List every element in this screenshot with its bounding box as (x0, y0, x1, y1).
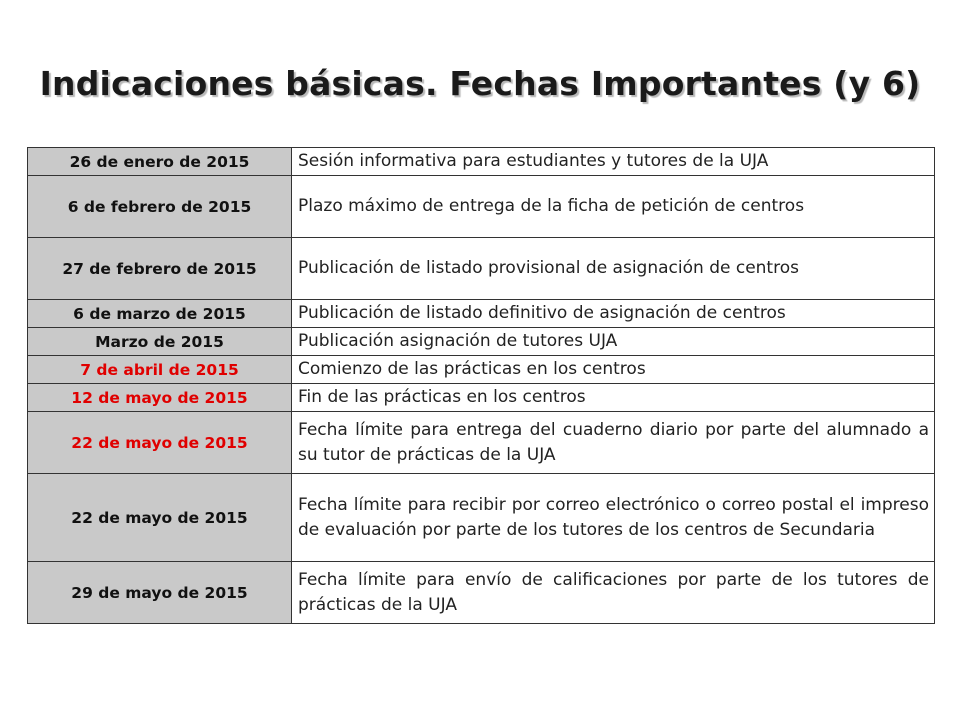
date-cell: 6 de marzo de 2015 (28, 300, 292, 328)
date-cell: Marzo de 2015 (28, 328, 292, 356)
table-row (28, 238, 935, 300)
description-cell: Sesión informativa para estudiantes y tutores de la UJA (292, 148, 935, 176)
date-cell: 6 de febrero de 2015 (28, 176, 292, 238)
date-cell: 26 de enero de 2015 (28, 148, 292, 176)
description-cell: Publicación asignación de tutores UJA (292, 328, 935, 356)
description-cell: Plazo máximo de entrega de la ficha de petición de centros (292, 176, 935, 238)
description-cell: Fecha límite para entrega del cuaderno diario por parte del alumnado a su tutor de prácticas de la UJA (292, 412, 935, 474)
table-row (28, 148, 935, 176)
table-row (28, 176, 935, 238)
table-row (28, 384, 935, 412)
important-dates-table (27, 147, 935, 624)
description-cell: Publicación de listado provisional de asignación de centros (292, 238, 935, 300)
table-row (28, 300, 935, 328)
description-cell: Fecha límite para recibir por correo electrónico o correo postal el impreso de evaluación por parte de los tutores de los centros de Secundaria (292, 474, 935, 562)
description-cell: Fecha límite para envío de calificaciones por parte de los tutores de prácticas de la UJA (292, 562, 935, 624)
table-row (28, 412, 935, 474)
date-cell: 12 de mayo de 2015 (28, 384, 292, 412)
date-cell: 22 de mayo de 2015 (28, 412, 292, 474)
date-cell: 29 de mayo de 2015 (28, 562, 292, 624)
table-row (28, 356, 935, 384)
date-cell: 27 de febrero de 2015 (28, 238, 292, 300)
table-row (28, 562, 935, 624)
date-cell: 22 de mayo de 2015 (28, 474, 292, 562)
description-cell: Comienzo de las prácticas en los centros (292, 356, 935, 384)
description-cell: Fin de las prácticas en los centros (292, 384, 935, 412)
description-cell: Publicación de listado definitivo de asignación de centros (292, 300, 935, 328)
slide-title: Indicaciones básicas. Fechas Importantes (y 6) (39, 64, 921, 103)
date-cell: 7 de abril de 2015 (28, 356, 292, 384)
table-row (28, 328, 935, 356)
table-row (28, 474, 935, 562)
